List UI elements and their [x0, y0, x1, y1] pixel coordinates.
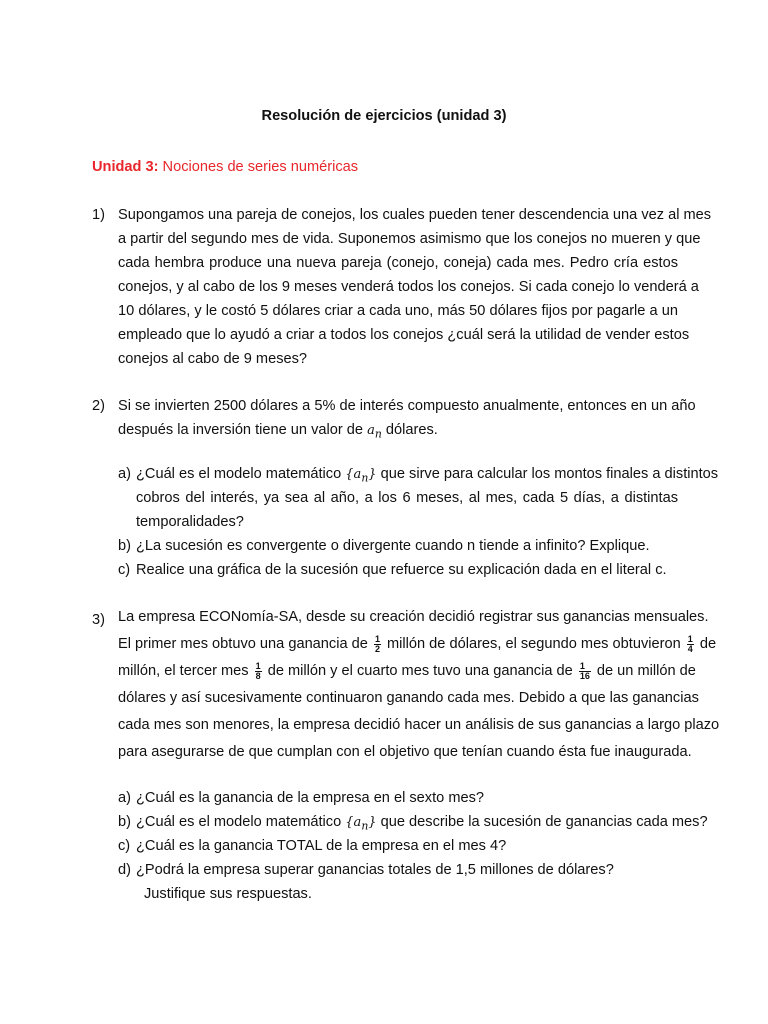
q3-line-pre: El primer mes obtuvo una ganancia de [118, 636, 368, 652]
q3-number: 3) [92, 612, 105, 628]
math-set-a-n: $\{a_n\}$ [345, 467, 377, 485]
item-label: a) [118, 790, 131, 806]
item-label: b) [118, 814, 131, 830]
item-text: Justifique sus respuestas. [144, 886, 312, 902]
q1-number: 1) [92, 207, 105, 223]
list-item [118, 510, 678, 534]
q3-subitems [118, 786, 708, 906]
q1-line: 10 dólares, y le costó 5 dólares criar a cada uno, más 50 dólares fijos por pagarle a un [118, 303, 678, 319]
list-item [118, 858, 678, 882]
item-text: Realice una gráfica de la sucesión que refuerce su explicación dada en el literal c. [136, 562, 667, 578]
item-label: c) [118, 838, 131, 854]
q3-line-mid: millón de dólares, el segundo mes obtuvieron [387, 636, 681, 652]
list-item [118, 810, 708, 834]
list-item [118, 882, 678, 906]
item-text-post: que describe la sucesión de ganancias cada mes? [376, 814, 708, 830]
math-a: a [367, 423, 375, 438]
q2-line [118, 418, 678, 442]
q1-text [118, 203, 712, 371]
math-subscript: n [361, 471, 369, 485]
page-title: Resolución de ejercicios (unidad 3) [261, 108, 507, 124]
math-a: a [353, 815, 362, 830]
item-text: ¿La sucesión es convergente o divergente cuando n tiende a infinito? Explique. [136, 538, 650, 554]
item-text: temporalidades? [136, 514, 244, 530]
unit-heading [92, 159, 358, 175]
fraction: $\frac{1}{16}$ [579, 660, 590, 681]
q1-line: Supongamos una pareja de conejos, los cuales pueden tener descendencia una vez al mes [118, 207, 712, 223]
q3-line-mid: de millón y el cuarto mes tuvo una ganancia de [267, 663, 573, 679]
list-item [118, 786, 678, 810]
q3-line: cada mes son menores, la empresa decidió hacer un análisis de sus ganancias a largo plazo [118, 717, 720, 733]
q3-line [118, 631, 717, 658]
q3-line: La empresa ECONomía-SA, desde su creación decidió registrar sus ganancias mensuales. [118, 609, 709, 625]
math-subscript: n [361, 819, 369, 833]
item-label: d) [118, 862, 131, 878]
q2-line: Si se invierten 2500 dólares a 5% de interés compuesto anualmente, entonces en un año [118, 398, 696, 414]
item-label: b) [118, 538, 131, 554]
fraction: $\frac{1}{4}$ [687, 633, 693, 654]
item-label: a) [118, 466, 131, 482]
q3-line-post: de un millón de [596, 663, 696, 679]
q2-line2-post: dólares. [381, 422, 438, 438]
q1-line: cada hembra produce una nueva pareja (conejo, coneja) cada mes. Pedro cría estos [118, 255, 678, 271]
q1-line: empleado que lo ayudó a criar a todos los conejos ¿cuál será la utilidad de vender estos [118, 327, 690, 343]
item-text: cobros del interés, ya sea al año, a los 6 meses, al mes, cada 5 días, a distintas [136, 490, 678, 506]
item-label: c) [118, 562, 131, 578]
unit-name: Nociones de series numéricas [162, 159, 359, 175]
q3-text [118, 604, 720, 766]
unit-label: Unidad 3: [92, 159, 159, 175]
q2-number: 2) [92, 398, 105, 414]
q2-text [118, 394, 696, 442]
q2-line2-pre: después la inversión tiene un valor de [118, 422, 368, 438]
math-a: a [353, 467, 362, 482]
q3-line-pre: millón, el tercer mes [118, 663, 249, 679]
fraction: $\frac{1}{8}$ [255, 660, 261, 681]
q1-line: a partir del segundo mes de vida. Suponemos asimismo que los conejos no mueren y que [118, 231, 701, 247]
list-item [118, 558, 678, 582]
q3-line: para asegurarse de que cumplan con el objetivo que tenían cuando ésta fue inaugurada. [118, 744, 692, 760]
q3-line [118, 658, 696, 685]
item-text: ¿Podrá la empresa superar ganancias totales de 1,5 millones de dólares? [136, 862, 614, 878]
q3-line: dólares y así sucesivamente continuaron ganando cada mes. Debido a que las ganancias [118, 690, 699, 706]
item-text-pre: ¿Cuál es el modelo matemático [136, 466, 346, 482]
q3-line-post: de [699, 636, 717, 652]
q1-line: conejos, y al cabo de los 9 meses venderá todos los conejos. Si cada conejo lo venderá a [118, 279, 699, 295]
fraction: $\frac{1}{2}$ [374, 633, 380, 654]
math-set-a-n: $\{a_n\}$ [345, 815, 377, 833]
item-text-post: que sirve para calcular los montos finales a distintos [376, 466, 719, 482]
q2-subitems [118, 462, 719, 582]
list-item [118, 486, 678, 510]
item-text: ¿Cuál es la ganancia de la empresa en el sexto mes? [136, 790, 485, 806]
list-item [118, 534, 678, 558]
item-text: ¿Cuál es la ganancia TOTAL de la empresa en el mes 4? [136, 838, 507, 854]
math-a-n [367, 423, 382, 441]
math-subscript: n [374, 427, 382, 441]
list-item [118, 834, 678, 858]
list-item [118, 462, 719, 486]
q1-line: conejos al cabo de 9 meses? [118, 351, 308, 367]
item-text-pre: ¿Cuál es el modelo matemático [136, 814, 346, 830]
